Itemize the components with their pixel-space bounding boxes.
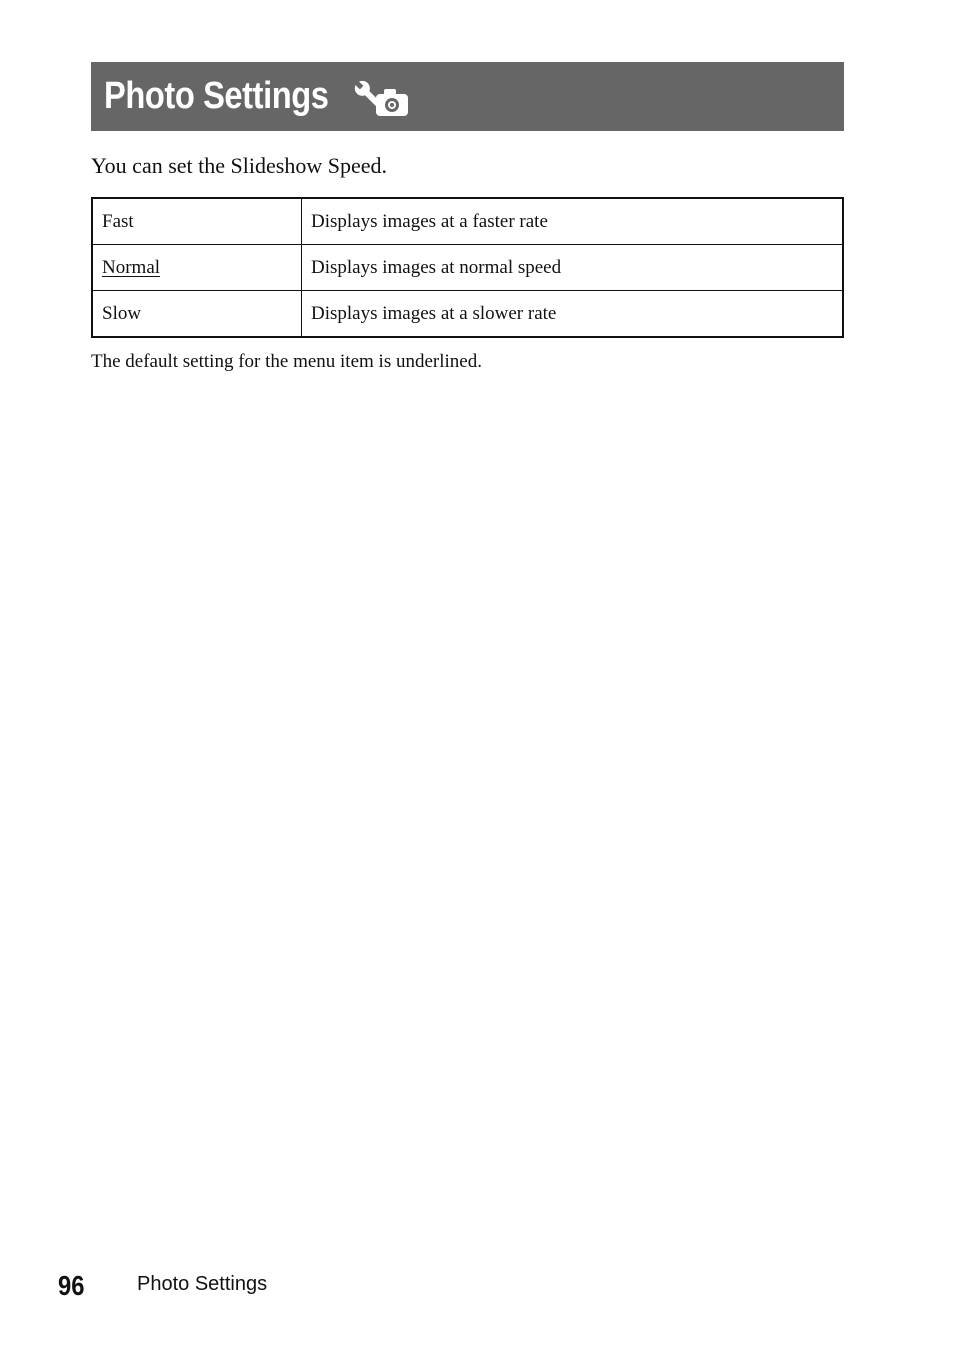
table-row <box>92 245 843 291</box>
page-number: 96 <box>58 1270 85 1301</box>
option-cell <box>92 245 302 291</box>
default-setting-note: The default setting for the menu item is underlined. <box>91 351 482 372</box>
slideshow-speed-table <box>91 197 844 338</box>
option-label: Fast <box>102 210 134 232</box>
option-label-default: Normal <box>102 256 161 278</box>
description-cell: Displays images at a faster rate <box>302 198 844 245</box>
option-cell <box>92 291 302 338</box>
option-cell <box>92 198 302 245</box>
option-label: Slow <box>102 302 142 324</box>
setup-camera-icon <box>354 76 410 118</box>
footer-section-title: Photo Settings <box>137 1273 268 1295</box>
description-cell: Displays images at a slower rate <box>302 291 844 338</box>
table-row <box>92 198 843 245</box>
description-cell: Displays images at normal speed <box>302 245 844 291</box>
page-title-bar <box>91 62 844 131</box>
page-title: Photo Settings <box>104 75 329 117</box>
intro-text: You can set the Slideshow Speed. <box>91 153 387 178</box>
table-row <box>92 291 843 338</box>
